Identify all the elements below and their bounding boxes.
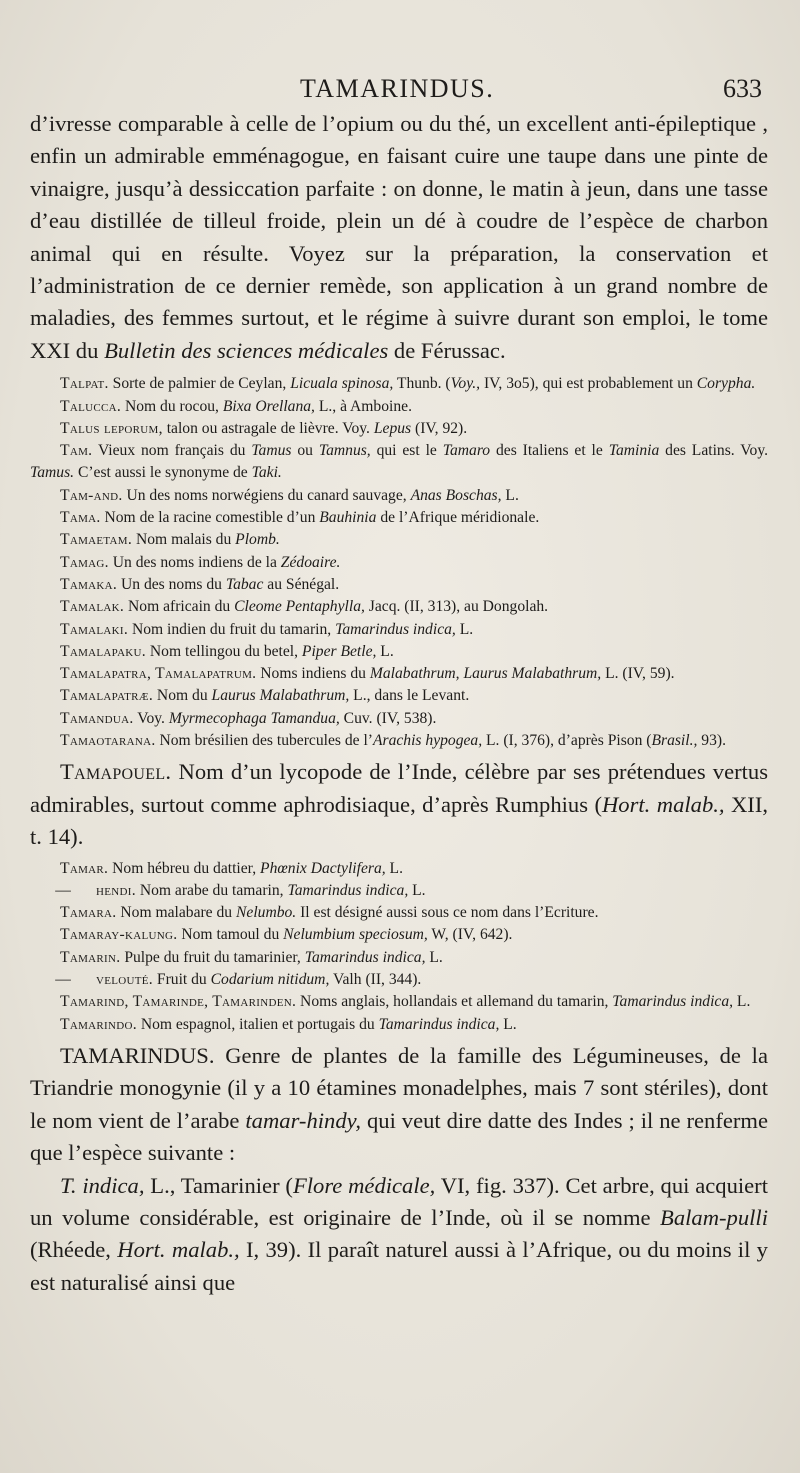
entry-tamandua: Tamandua. Voy. Myrmecophaga Tamandua, Cuv. (IV, 538). xyxy=(60,709,437,727)
running-head: TAMARINDUS. xyxy=(300,74,495,103)
entry-tamalapaku: Tamalapaku. Nom tellingou du betel, Piper Betle, L. xyxy=(60,642,394,660)
species-tamarindus-indica: T. indica, L., Tamarinier (Flore médicale, VI, fig. 337). Cet arbre, qui acquiert un volume considérable, est originaire de l’Inde, où il se nomme Balam-pulli (Rhéede, Hort. malab., I, 39). Il paraît naturel aussi à l’Afrique, ou du moins il y est naturalisé ainsi que xyxy=(30,1172,768,1295)
page-number: 633 xyxy=(723,74,762,103)
entry-tamapouel: Tamapouel. Nom d’un lycopode de l’Inde, célèbre par ses prétendues vertus admirables, surtout comme aphrodisiaque, d’après Rumphius (Hort. malab., XII, t. 14). xyxy=(30,759,768,850)
entry-tamag: Tamag. Un des noms indiens de la Zédoaire. xyxy=(60,553,341,571)
entry-tamaka: Tamaka. Un des noms du Tabac au Sénégal. xyxy=(60,575,340,593)
entry-tamarin: Tamarin. Pulpe du fruit du tamarinier, Tamarindus indica, L. xyxy=(60,948,443,966)
page-header xyxy=(0,72,800,112)
entry-tamaotarana: Tamaotarana. Nom brésilien des tubercules de l’Arachis hypogea, L. (I, 376), d’après Pison (Brasil., 93). xyxy=(60,732,726,749)
entry-talus: Talus leporum, talon ou astragale de lièvre. Voy. Lepus (IV, 92). xyxy=(60,419,468,437)
entry-tamar-hendi: — hendi. Nom arabe du tamarin, Tamarindus indica, L. xyxy=(55,881,426,899)
entry-tamaray-kalung: Tamaray-kalung. Nom tamoul du Nelumbium speciosum, W, (IV, 642). xyxy=(60,926,513,944)
page-body xyxy=(30,108,768,1299)
entry-talpat: Talpat. Sorte de palmier de Ceylan, Licuala spinosa, Thunb. (Voy., IV, 3o5), qui est probablement un Corypha. xyxy=(60,375,756,393)
entry-tamarindo: Tamarindo. Nom espagnol, italien et portugais du Tamarindus indica, L. xyxy=(60,1015,517,1033)
entry-tamalaki: Tamalaki. Nom indien du fruit du tamarin, Tamarindus indica, L. xyxy=(60,620,474,638)
entry-tamara: Tamara. Nom malabare du Nelumbo. Il est désigné aussi sous ce nom dans l’Ecriture. xyxy=(60,904,599,922)
entry-tamarin-veloute: — velouté. Fruit du Codarium nitidum, Valh (II, 344). xyxy=(55,971,422,988)
entry-tam-and: Tam-and. Un des noms norwégiens du canard sauvage, Anas Boschas, L. xyxy=(60,486,519,504)
entry-tama: Tama. Nom de la racine comestible d’un Bauhinia de l’Afrique méridionale. xyxy=(60,509,540,527)
entry-tam: Tam. Vieux nom français du Tamus ou Tamnus, qui est le Tamaro des Italiens et le Taminia des Latins. Voy. Tamus. C’est aussi le synonyme de Taki. xyxy=(30,442,769,482)
entry-tamalapatra: Tamalapatra, Tamalapatrum. Noms indiens du Malabathrum, Laurus Malabathrum, L. (IV, 59). xyxy=(60,665,675,683)
entry-tamalapatrae: Tamalapatræ. Nom du Laurus Malabathrum, L., dans le Levant. xyxy=(60,687,470,705)
entry-tamalak: Tamalak. Nom africain du Cleome Pentaphylla, Jacq. (II, 313), au Dongolah. xyxy=(60,598,549,616)
section-tamarindus: TAMARINDUS. Genre de plantes de la famille des Légumineuses, de la Triandrie monogynie (il y a 10 étamines monadelphes, mais 7 sont stériles), dont le nom vient de l’arabe tamar-hindy, qui veut dire datte des Indes ; il ne renferme que l’espèce suivante : xyxy=(30,1042,768,1166)
entry-tamaetam: Tamaetam. Nom malais du Plomb. xyxy=(60,531,280,549)
entry-tamarind: Tamarind, Tamarinde, Tamarinden. Noms anglais, hollandais et allemand du tamarin, Tamarindus indica, L. xyxy=(60,993,751,1011)
entry-tamar: Tamar. Nom hébreu du dattier, Phœnix Dactylifera, L. xyxy=(60,859,403,877)
entry-talucca: Talucca. Nom du rocou, Bixa Orellana, L., à Amboine. xyxy=(60,397,412,415)
paragraph-continued: d’ivresse comparable à celle de l’opium ou du thé, un excellent anti-épileptique , enfin un admirable emménagogue, en faisant cuire une taupe dans une pinte de vinaigre, jusqu’à dessiccation parfaite : on donne, le matin à jeun, dans une tasse d’eau distillée de tilleul froide, plein un dé à coudre de l’espèce de charbon animal qui en résulte. Voyez sur la préparation, la conservation et l’administration de ce dernier remède, son application à un grand nombre de maladies, des femmes surtout, et le régime à suivre durant son emploi, le tome XXI du Bulletin des sciences médicales de Férussac. xyxy=(30,111,768,363)
